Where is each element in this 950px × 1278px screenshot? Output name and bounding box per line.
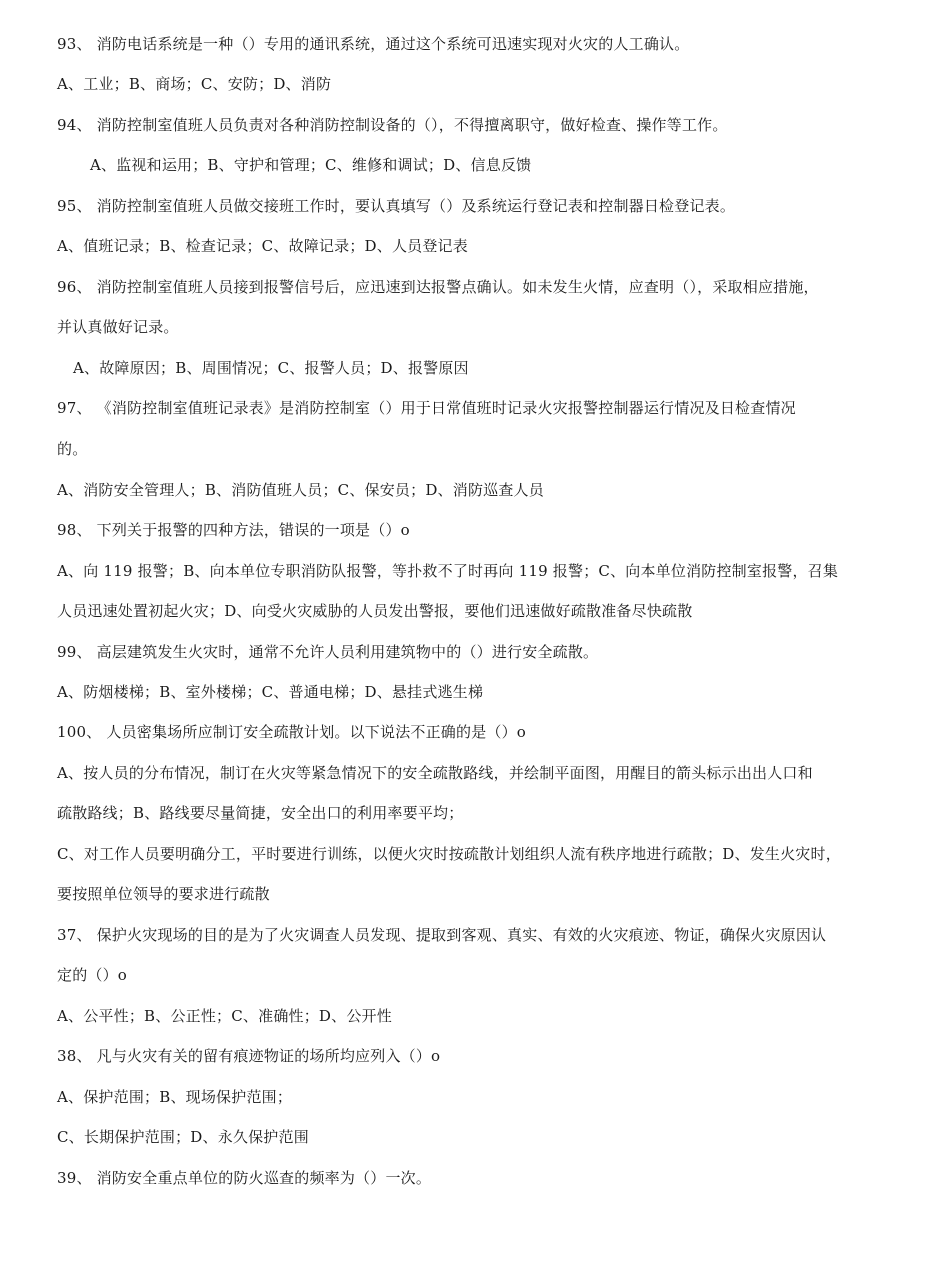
question-100-option-b: 疏散路线；B、路线要尽量简捷，安全出口的利用率要平均； — [57, 804, 464, 822]
question-100-option-c: C、对工作人员要明确分工，平时要进行训练，以便火灾时按疏散计划组织人流有秩序地进行疏散；D、发生火灾时， — [57, 845, 841, 863]
question-96-text: 96、 消防控制室值班人员接到报警信号后，应迅速到达报警点确认。如未发生火情，应查明（），采取相应措施， — [57, 278, 819, 296]
question-97-text-cont: 的。 — [57, 440, 88, 458]
question-96-text-cont: 并认真做好记录。 — [57, 318, 179, 336]
question-99-options: A、防烟楼梯；B、室外楼梯；C、普通电梯；D、悬挂式逃生梯 — [57, 683, 484, 701]
question-38-options: A、保护范围；B、现场保护范围； — [57, 1088, 293, 1106]
question-97-options: A、消防安全管理人；B、消防值班人员；C、保安员；D、消防巡查人员 — [57, 481, 544, 499]
question-38-text: 38、 凡与火灾有关的留有痕迹物证的场所均应列入（）o — [57, 1047, 441, 1065]
question-95-text: 95、 消防控制室值班人员做交接班工作时，要认真填写（）及系统运行登记表和控制器日检登记表。 — [57, 197, 736, 215]
question-100-option-a: A、按人员的分布情况，制订在火灾等紧急情况下的安全疏散路线，并绘制平面图，用醒目的箭头标示出出人口和 — [57, 764, 813, 782]
question-99-text: 99、 高层建筑发生火灾时，通常不允许人员利用建筑物中的（）进行安全疏散。 — [57, 643, 599, 661]
question-37-options: A、公平性；B、公正性；C、准确性；D、公开性 — [57, 1007, 392, 1025]
question-98-options: A、向 119 报警；B、向本单位专职消防队报警，等扑救不了时再向 119 报警；C、向本单位消防控制室报警，召集 — [57, 562, 839, 580]
question-98-text: 98、 下列关于报警的四种方法，错误的一项是（）o — [57, 521, 410, 539]
question-95-options: A、值班记录；B、检查记录；C、故障记录；D、人员登记表 — [57, 237, 468, 255]
question-96-options: A、故障原因；B、周围情况；C、报警人员；D、报警原因 — [73, 359, 469, 377]
question-100-text: 100、 人员密集场所应制订安全疏散计划。以下说法不正确的是（）o — [57, 723, 527, 741]
question-97-text: 97、 《消防控制室值班记录表》是消防控制室（）用于日常值班时记录火灾报警控制器运行情况及日检查情况 — [57, 399, 796, 417]
question-39-text: 39、 消防安全重点单位的防火巡查的频率为（）一次。 — [57, 1169, 432, 1187]
question-37-text: 37、 保护火灾现场的目的是为了火灾调查人员发现、提取到客观、真实、有效的火灾痕迹、物证，确保火灾原因认 — [57, 926, 827, 944]
question-93-options: A、工业；B、商场；C、安防；D、消防 — [57, 75, 332, 93]
question-94-text: 94、 消防控制室值班人员负责对各种消防控制设备的（），不得擅离职守，做好检查、操作等工作。 — [57, 116, 728, 134]
question-37-text-cont: 定的（）o — [57, 966, 128, 984]
question-98-options-cont: 人员迅速处置初起火灾；D、向受火灾威胁的人员发出警报，要他们迅速做好疏散准备尽快疏散 — [57, 602, 693, 620]
question-94-options: A、监视和运用；B、守护和管理；C、维修和调试；D、信息反馈 — [90, 156, 532, 174]
question-93-text: 93、 消防电话系统是一种（）专用的通讯系统，通过这个系统可迅速实现对火灾的人工确认。 — [57, 35, 690, 53]
question-38-options-cont: C、长期保护范围；D、永久保护范围 — [57, 1128, 309, 1146]
question-100-option-d-cont: 要按照单位领导的要求进行疏散 — [57, 885, 270, 903]
